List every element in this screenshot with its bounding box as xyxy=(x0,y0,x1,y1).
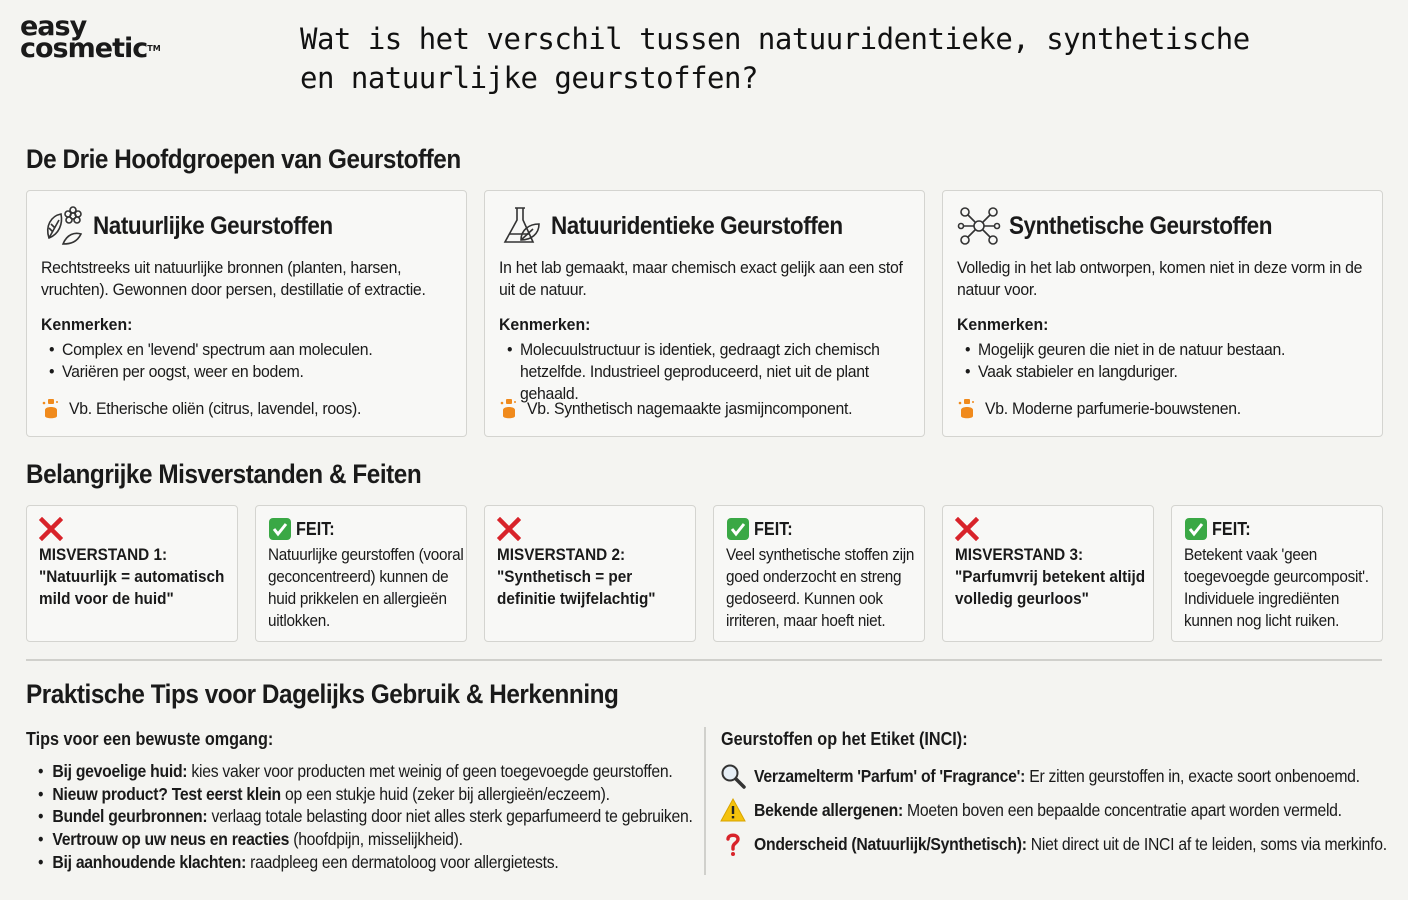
tip-bold: Vertrouw op uw neus en reacties xyxy=(52,829,290,850)
lab-flask-leaf-icon xyxy=(499,204,543,248)
inci-subtitle: Geurstoffen op het Etiket (INCI): xyxy=(721,729,968,749)
example-text: Vb. Moderne parfumerie-bouwstenen. xyxy=(985,399,1241,418)
cross-icon xyxy=(39,517,63,541)
myth-label: MISVERSTAND 3: xyxy=(955,545,1084,564)
inci-bold: Verzamelterm 'Parfum' of 'Fragrance': xyxy=(754,765,1026,786)
kenmerken-list xyxy=(965,339,1374,383)
myth-text: "Synthetisch = per definitie twijfelachtig" xyxy=(497,567,656,608)
fact-card-1 xyxy=(255,505,467,642)
inci-list xyxy=(720,759,1408,861)
tip-bold: Bij gevoelige huid: xyxy=(52,761,188,781)
group-card-description: Volledig in het lab ontworpen, komen niet in deze vorm in de natuur voor. xyxy=(957,258,1363,299)
check-icon xyxy=(1184,517,1208,541)
list-item: • Complex en 'levend' spectrum aan moleculen. xyxy=(49,339,458,361)
fact-text: Betekent vaak 'geen toegevoegde geurcomposit'. Individuele ingrediënten kunnen nog licht ruiken. xyxy=(1184,545,1369,630)
inci-bold: Onderscheid (Natuurlijk/Synthetisch): xyxy=(754,833,1027,854)
tip-bold: Bundel geurbronnen: xyxy=(52,806,208,827)
myth-label: MISVERSTAND 2: xyxy=(497,545,626,564)
group-card-description: Rechtstreeks uit natuurlijke bronnen (planten, harsen, vruchten). Gewonnen door persen, destillatie of extractie. xyxy=(41,258,426,299)
example-text: Vb. Etherische oliën (citrus, lavendel, roos). xyxy=(69,399,362,418)
section-title-tips: Praktische Tips voor Dagelijks Gebruik & Herkenning xyxy=(26,679,619,709)
cross-icon xyxy=(497,517,521,541)
trademark-mark: TM xyxy=(147,44,161,53)
list-item xyxy=(720,827,1408,861)
brand-logo-line2: cosmetic™ xyxy=(20,33,161,64)
tip-bold: Nieuw product? Test eerst klein xyxy=(52,783,281,804)
myth-card-3 xyxy=(942,505,1154,642)
fact-label: FEIT: xyxy=(754,518,793,539)
magnifier-icon xyxy=(720,763,746,789)
section-divider xyxy=(26,659,1382,661)
list-item: • Vaak stabieler en langduriger. xyxy=(965,361,1374,383)
group-card-synthetic xyxy=(942,190,1383,437)
example-row xyxy=(499,398,877,420)
fact-label: FEIT: xyxy=(296,518,335,539)
kenmerken-list xyxy=(49,339,458,383)
list-item xyxy=(720,793,1408,827)
myth-text: "Natuurlijk = automatisch mild voor de huid" xyxy=(39,567,225,608)
fact-card-2 xyxy=(713,505,925,642)
inci-text: Niet direct uit de INCI af te leiden, soms via merkinfo. xyxy=(1026,833,1387,854)
tips-list xyxy=(38,760,704,874)
list-item xyxy=(38,760,704,783)
bottle-icon xyxy=(41,398,61,420)
fact-label: FEIT: xyxy=(1212,518,1251,539)
group-card-title: Natuuridentieke Geurstoffen xyxy=(551,211,843,240)
myth-label: MISVERSTAND 1: xyxy=(39,545,168,564)
example-row xyxy=(957,398,1260,420)
tips-subtitle: Tips voor een bewuste omgang: xyxy=(26,729,274,749)
bottle-icon xyxy=(499,398,519,420)
myth-card-1 xyxy=(26,505,238,642)
myth-card-2 xyxy=(484,505,696,642)
list-item xyxy=(38,783,704,806)
inci-text: Moeten boven een bepaalde concentratie apart worden vermeld. xyxy=(902,799,1342,820)
list-item xyxy=(38,851,704,874)
column-divider xyxy=(704,727,706,875)
brand-logo-line1: easy xyxy=(20,11,87,42)
check-icon xyxy=(726,517,750,541)
list-item xyxy=(38,805,704,828)
example-text: Vb. Synthetisch nagemaakte jasmijncomponent. xyxy=(527,399,853,418)
list-item xyxy=(720,759,1408,793)
section-title-groups: De Drie Hoofdgroepen van Geurstoffen xyxy=(26,144,461,174)
leaf-flower-icon xyxy=(41,204,85,248)
bottle-icon xyxy=(957,398,977,420)
list-item xyxy=(38,828,704,851)
section-title-myths: Belangrijke Misverstanden & Feiten xyxy=(26,459,422,489)
warning-icon xyxy=(720,797,746,823)
tip-text: op een stukje huid (zeker bij allergieën/eczeem). xyxy=(280,783,610,804)
group-card-natural xyxy=(26,190,467,437)
kenmerken-label: Kenmerken: xyxy=(957,315,1049,334)
group-card-description: In het lab gemaakt, maar chemisch exact gelijk aan een stof uit de natuur. xyxy=(499,258,903,299)
inci-text: Er zitten geurstoffen in, exacte soort onbenoemd. xyxy=(1025,765,1360,786)
fact-text: Veel synthetische stoffen zijn goed onderzocht en streng gedoseerd. Kunnen ook irriteren, maar hoeft niet. xyxy=(726,545,915,630)
tip-text: kies vaker voor producten met weinig of geen toegevoegde geurstoffen. xyxy=(187,761,673,781)
tip-text: verlaag totale belasting door niet alles sterk geparfumeerd te gebruiken. xyxy=(207,806,693,827)
fact-card-3 xyxy=(1171,505,1383,642)
check-icon xyxy=(268,517,292,541)
myth-text: "Parfumvrij betekent altijd volledig geurloos" xyxy=(955,567,1146,608)
question-icon xyxy=(720,831,746,857)
brand-logo[interactable] xyxy=(20,11,161,64)
tip-text: raadpleeg een dermatoloog voor allergietests. xyxy=(246,851,559,872)
tip-text: (hoofdpijn, misselijkheid). xyxy=(289,829,463,850)
kenmerken-label: Kenmerken: xyxy=(41,315,133,334)
kenmerken-list xyxy=(507,339,916,405)
molecule-icon xyxy=(957,204,1001,248)
list-item: • Variëren per oogst, weer en bodem. xyxy=(49,361,458,383)
group-card-title: Natuurlijke Geurstoffen xyxy=(93,211,333,240)
group-card-title: Synthetische Geurstoffen xyxy=(1009,211,1273,240)
cross-icon xyxy=(955,517,979,541)
page-title: Wat is het verschil tussen natuuridentieke, synthetische en natuurlijke geurstoffen? xyxy=(300,22,1250,95)
list-item: • Mogelijk geuren die niet in de natuur bestaan. xyxy=(965,339,1374,361)
list-item: • Molecuulstructuur is identiek, gedraagt zich chemisch hetzelfde. Industrieel geproduceerd, niet uit de plant gehaald. xyxy=(507,339,916,405)
kenmerken-label: Kenmerken: xyxy=(499,315,591,334)
fact-text: Natuurlijke geurstoffen (vooral geconcentreerd) kunnen de huid prikkelen en allergieën uitlokken. xyxy=(268,545,464,630)
inci-bold: Bekende allergenen: xyxy=(754,799,903,820)
group-card-nature-identical xyxy=(484,190,925,437)
tip-bold: Bij aanhoudende klachten: xyxy=(52,851,247,872)
example-row xyxy=(41,398,383,420)
